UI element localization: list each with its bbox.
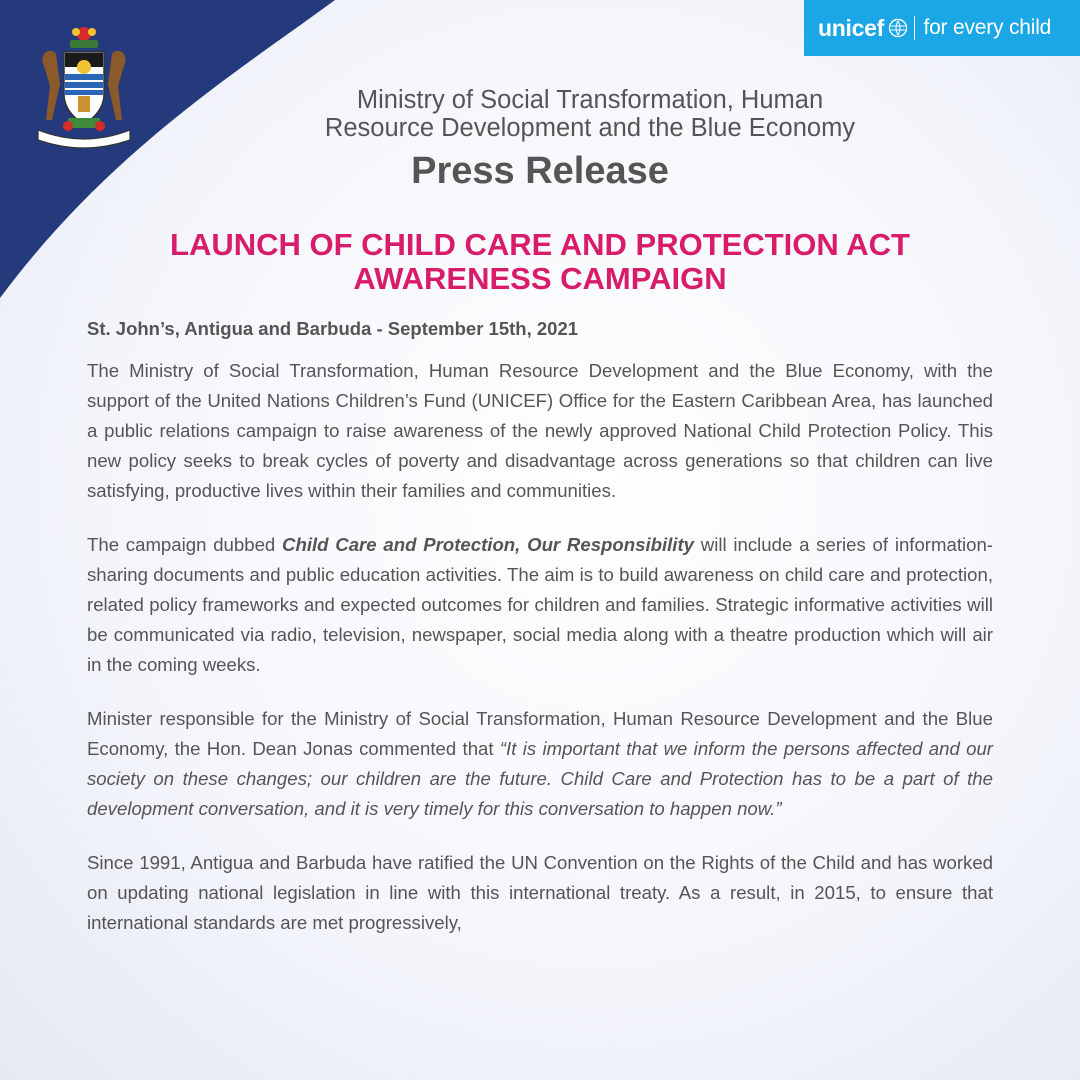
minister-quote: “It is important that we inform the persons affected and our society on these changes; our children are the future. Child Care and Protection has to be a part of the development conversation, and it is very timely for this conversation to happen now.” [87,738,993,819]
paragraph-2 [87,530,993,680]
press-release-title: Press Release [411,150,669,192]
paragraph-3 [87,704,993,824]
paragraph-1: The Ministry of Social Transformation, Human Resource Development and the Blue Economy, with the support of the United Nations Children’s Fund (UNICEF) Office for the Eastern Caribbean Area, has launched a public relations campaign to raise awareness of the newly approved National Child Protection Policy. This new policy seeks to break cycles of poverty and disadvantage across generations so that children can live satisfying, productive lives within their families and communities. [87,360,993,501]
campaign-name: Child Care and Protection, Our Responsibility [282,534,695,555]
coat-of-arms-emblem [30,24,138,152]
unicef-globe-icon [888,18,908,38]
headline [60,228,1020,296]
ministry-name [160,86,1020,142]
paragraph-2-rest: will include a series of information-sharing documents and public education activities. The aim is to build awareness on child care and protection, related policy frameworks and expected outcomes for children and families. Strategic informative activities will be communicated via radio, television, newspaper, social media along with a theatre production which will air in the coming weeks. [87,534,994,675]
unicef-tagline: for every child [923,16,1052,39]
press-release-body [87,356,993,962]
dateline: St. John’s, Antigua and Barbuda - September 15th, 2021 [87,318,579,339]
unicef-divider [914,16,916,40]
unicef-banner [804,0,1080,56]
headline-line-2: AWARENESS CAMPAIGN [353,261,727,296]
paragraph-3-intro: Minister responsible for the Ministry of Social Transformation, Human Resource Development and the Blue Economy, the Hon. Dean Jonas commented that [87,708,993,759]
paragraph-4: Since 1991, Antigua and Barbuda have ratified the UN Convention on the Rights of the Child and has worked on updating national legislation in line with this international treaty. As a result, in 2015, to ensure that international standards are met progressively, [87,852,993,933]
ministry-line-2: Resource Development and the Blue Economy [324,114,856,142]
unicef-wordmark: unicef [818,14,884,41]
ministry-line-1: Ministry of Social Transformation, Human [356,86,824,114]
headline-line-1: LAUNCH OF CHILD CARE AND PROTECTION ACT [170,227,910,262]
paragraph-2-intro: The campaign dubbed [87,534,283,555]
